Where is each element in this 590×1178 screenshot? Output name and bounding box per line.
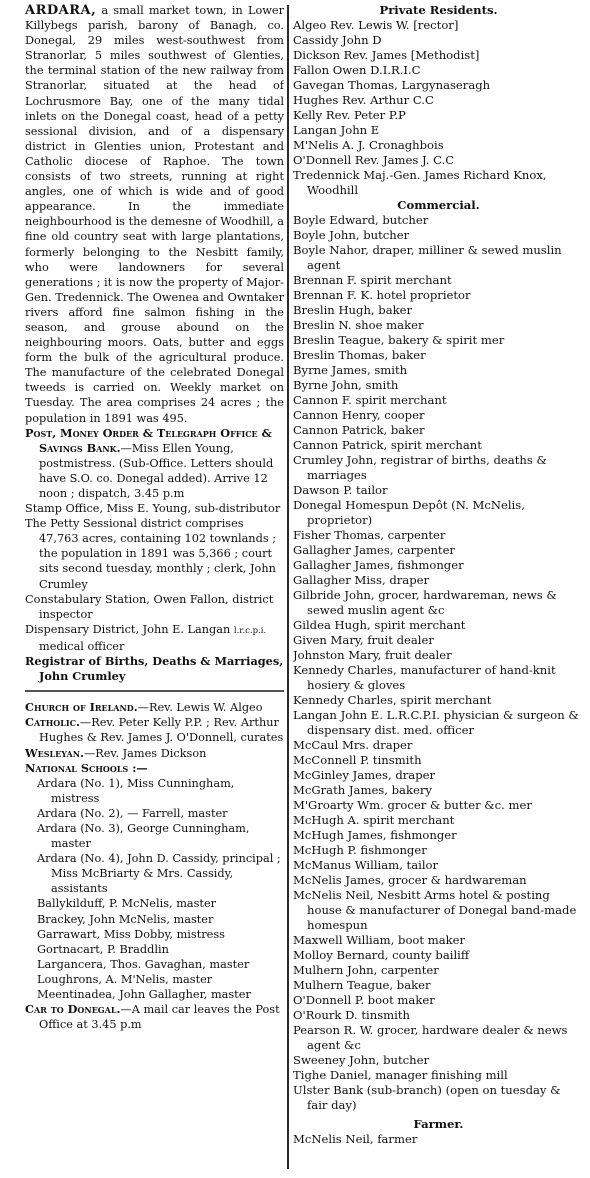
commercial-entry: McHugh P. fishmonger [293, 843, 427, 857]
commercial-entry: M'Groarty Wm. grocer & butter &c. mer [293, 798, 532, 812]
resident-entry: Dickson Rev. James [Methodist] [293, 48, 480, 62]
commercial-entry: McGinley James, draper [293, 768, 436, 782]
school-entry: Ardara (No. 1), Miss Cunningham, mistress [37, 776, 235, 805]
resident-entry: Gavegan Thomas, Largynaseragh [293, 78, 491, 92]
commercial-entry: McHugh A. spirit merchant [293, 813, 455, 827]
school-entry: Ardara (No. 2), — Farrell, master [37, 806, 228, 820]
commercial-entry: Breslin Hugh, baker [293, 303, 413, 317]
school-entry: Ballykilduff, P. McNelis, master [37, 897, 217, 911]
commercial-entry: Brennan F. K. hotel proprietor [293, 288, 471, 302]
wesleyan-text: —Rev. James Dickson [83, 746, 207, 760]
commercial-entry: Dawson P. tailor [293, 483, 388, 497]
right-column [293, 3, 584, 1147]
commercial-entry: Gallagher James, fishmonger [293, 558, 464, 572]
commercial-entry: Boyle John, butcher [293, 228, 410, 242]
commercial-entry: Breslin N. shoe maker [293, 318, 424, 332]
car-entry [25, 1002, 284, 1032]
catholic-text: —Rev. Peter Kelly P.P. ; Rev. Arthur Hughes & Rev. James J. O'Donnell, curates [39, 716, 284, 745]
commercial-entry: McCaul Mrs. draper [293, 738, 413, 752]
registrar-entry: Registrar of Births, Deaths & Marriages, John Crumley [25, 654, 284, 684]
school-entry: Ardara (No. 3), George Cunningham, master [37, 821, 250, 851]
school-entry: Garrawart, Miss Dobby, mistress [37, 927, 225, 941]
commercial-entry: Ulster Bank (sub-branch) (open on tuesday & fair day) [293, 1083, 561, 1112]
commercial-entry: Byrne John, smith [293, 378, 399, 392]
commercial-entry: Cannon F. spirit merchant [293, 393, 447, 407]
commercial-entry: Pearson R. W. grocer, hardware dealer & news agent &c [293, 1023, 568, 1052]
wesleyan-entry [25, 746, 284, 761]
commercial-entry: Fisher Thomas, carpenter [293, 528, 446, 542]
private-residents-heading: Private Residents. [379, 3, 498, 17]
car-text: —A mail car leaves the Post Office at 3.45 p.m [39, 1003, 280, 1032]
commercial-entry: Gallagher James, carpenter [293, 543, 455, 557]
commercial-entry: Mulhern John, carpenter [293, 963, 439, 977]
car-heading: Car to Donegal. [25, 1002, 121, 1017]
resident-entry: Tredennick Maj.-Gen. James Richard Knox, Woodhill [293, 168, 547, 197]
post-office-text: —Miss Ellen Young, postmistress. (Sub-Office. Letters should have S.O. co. Donegal added). Arrive 12 noon ; dispatch, 3.45 p.m [39, 441, 274, 500]
farmer-list [293, 1132, 584, 1147]
catholic-entry [25, 715, 284, 745]
school-entry: Loughrons, A. M'Nelis, master [37, 972, 213, 986]
town-description [25, 3, 284, 426]
commercial-entry: Given Mary, fruit dealer [293, 633, 434, 647]
church-entry [25, 700, 284, 715]
commercial-entry: McConnell P. tinsmith [293, 753, 422, 767]
resident-entry: Fallon Owen D.I.R.I.C [293, 63, 421, 77]
left-column [25, 3, 284, 1032]
commercial-entry: Mulhern Teague, baker [293, 978, 431, 992]
dispensary-tail: medical officer [39, 639, 125, 653]
commercial-entry: O'Donnell P. boot maker [293, 993, 435, 1007]
wesleyan-heading: Wesleyan. [25, 745, 84, 760]
farmer-entry: McNelis Neil, farmer [293, 1132, 418, 1146]
post-office-heading: Post, Money Order & Telegraph Office & Savings Bank. [25, 425, 272, 455]
commercial-entry: Crumley John, registrar of births, deaths & marriages [293, 453, 547, 482]
church-text: —Rev. Lewis W. Algeo [137, 701, 263, 715]
commercial-entry: Kennedy Charles, spirit merchant [293, 693, 492, 707]
town-intro: a small market town, in Lower Killybegs parish, barony of Banagh, co. Donegal, 29 miles west-southwest from Stranorlar, 5 miles southwest of Glenties, the terminal station of the new railway from Stranorlar, situated at the head of Lochrusmore Bay, one of the many tidal inlets on the Donegal coast, head of a petty sessional division, and of a dispensary district in Glenties union, Protestant and Catholic diocese of Raphoe. The town consists of two streets, running at right angles, one of which is wide and of good appearance. In the immediate neighbourhood is the demesne of Woodhill, a fine old country seat with large plantations, formerly belonging to the Nesbitt family, who were landowners for several generations ; it is now the property of Major-Gen. Tredennick. The Owenea and Owntaker rivers afford fine salmon fishing in the season, and grouse abound on the neighbouring moors. Oats, butter and eggs form the bulk of the agricultural produce. The manufacture of the celebrated Donegal tweeds is carried on. Weekly market on Tuesday. The area comprises 24 acres ; the population in 1891 was 495. [25, 4, 284, 425]
commercial-entry: Langan John E. L.R.C.P.I. physician & surgeon & dispensary dist. med. officer [293, 708, 579, 737]
commercial-entry: Boyle Nahor, draper, milliner & sewed muslin agent [293, 243, 562, 272]
dispensary-text: Dispensary District, John E. Langan [25, 622, 231, 636]
petty-sessional-entry: The Petty Sessional district comprises 47,763 acres, containing 102 townlands ; the population in 1891 was 5,366 ; court sits second tuesday, monthly ; clerk, John Crumley [25, 517, 277, 591]
commercial-heading: Commercial. [397, 198, 480, 212]
resident-entry: Cassidy John D [293, 33, 382, 47]
commercial-entry: Gilbride John, grocer, hardwareman, news & sewed muslin agent &c [293, 588, 557, 617]
commercial-entry: McManus William, tailor [293, 858, 439, 872]
resident-entry: Kelly Rev. Peter P.P [293, 108, 406, 122]
commercial-entry: McNelis James, grocer & hardwareman [293, 873, 527, 887]
school-entry: Ardara (No. 4), John D. Cassidy, principal ; Miss McBriarty & Mrs. Cassidy, assistants [37, 852, 281, 896]
farmer-heading: Farmer. [413, 1117, 464, 1131]
section-divider [25, 690, 284, 692]
school-entry: Brackey, John McNelis, master [37, 912, 214, 926]
catholic-heading: Catholic. [25, 715, 80, 730]
commercial-entry: Boyle Edward, butcher [293, 213, 429, 227]
resident-entry: M'Nelis A. J. Cronaghbois [293, 138, 444, 152]
commercial-entry: McNelis Neil, Nesbitt Arms hotel & posting house & manufacturer of Donegal band-made homespun [293, 888, 577, 932]
commercial-entry: Byrne James, smith [293, 363, 408, 377]
resident-entry: Algeo Rev. Lewis W. [rector] [293, 18, 459, 32]
post-office-entry [25, 426, 284, 501]
commercial-entry: Cannon Patrick, baker [293, 423, 425, 437]
dispensary-entry [25, 622, 284, 654]
commercial-entry: McGrath James, bakery [293, 783, 432, 797]
school-entry: Gortnacart, P. Braddlin [37, 942, 169, 956]
town-name: ARDARA, [25, 3, 97, 18]
resident-entry: Langan John E [293, 123, 380, 137]
commercial-entry: McHugh James, fishmonger [293, 828, 457, 842]
commercial-entry: Cannon Henry, cooper [293, 408, 425, 422]
resident-entry: O'Donnell Rev. James J. C.C [293, 153, 455, 167]
column-divider [287, 5, 289, 1169]
resident-entry: Hughes Rev. Arthur C.C [293, 93, 434, 107]
commercial-entry: Gallagher Miss, draper [293, 573, 430, 587]
school-entry: Meentinadea, John Gallagher, master [37, 988, 251, 1001]
dispensary-qualification: l.r.c.p.i. [233, 625, 267, 636]
school-entry: Largancera, Thos. Gavaghan, master [37, 957, 250, 971]
commercial-entry: Breslin Thomas, baker [293, 348, 426, 362]
private-residents-list [293, 18, 584, 198]
church-heading: Church of Ireland. [25, 700, 138, 715]
commercial-entry: Brennan F. spirit merchant [293, 273, 452, 287]
commercial-entry: Tighe Daniel, manager finishing mill [293, 1068, 508, 1082]
commercial-entry: Johnston Mary, fruit dealer [293, 648, 452, 662]
commercial-entry: Sweeney John, butcher [293, 1053, 429, 1067]
commercial-entry: O'Rourk D. tinsmith [293, 1008, 410, 1022]
commercial-list [293, 213, 584, 1113]
constabulary-entry: Constabulary Station, Owen Fallon, district inspector [25, 592, 274, 621]
commercial-entry: Maxwell William, boot maker [293, 933, 466, 947]
commercial-entry: Kennedy Charles, manufacturer of hand-knit hosiery & gloves [293, 663, 556, 692]
commercial-entry: Gildea Hugh, spirit merchant [293, 618, 466, 632]
commercial-entry: Breslin Teague, bakery & spirit mer [293, 333, 505, 347]
commercial-entry: Molloy Bernard, county bailiff [293, 948, 470, 962]
commercial-entry: Donegal Homespun Depôt (N. McNelis, proprietor) [293, 498, 525, 527]
stamp-office-entry: Stamp Office, Miss E. Young, sub-distributor [25, 502, 281, 516]
schools-list [25, 776, 284, 1002]
commercial-entry: Cannon Patrick, spirit merchant [293, 438, 482, 452]
schools-heading: National Schools :— [25, 760, 148, 775]
